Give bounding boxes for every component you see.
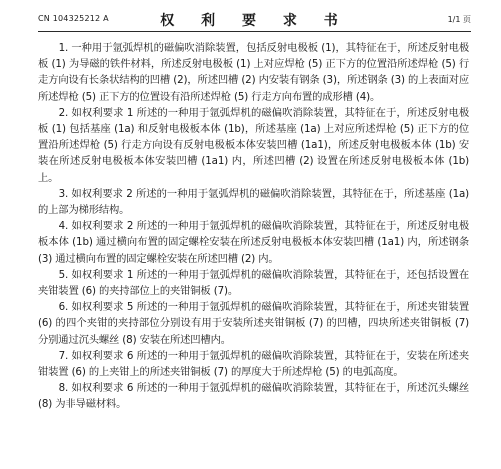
claim-paragraph: 6. 如权利要求 5 所述的一种用于氩弧焊机的磁偏吹消除装置，其特征在于，所述夹钳装置 (6) 的四个夹钳的夹持部位分别设有用于安装所述夹钳铜板 (7) 的凹槽，四块所述夹钳铜板 (7) 分别通过沉头螺丝 (8) 安装在所述凹槽内。 bbox=[38, 301, 469, 346]
claim-paragraph: 4. 如权利要求 2 所述的一种用于氩弧焊机的磁偏吹消除装置，其特征在于，所述反射电极板本体 (1b) 通过横向布置的固定螺栓安装在所述反射电极板本体安装凹槽 (1a1) 内，所述钢条 (3) 通过横向布置的固定螺栓安装在所述凹槽 (2) 内。 bbox=[38, 220, 469, 265]
page-title: 权 利 要 求 书 bbox=[160, 13, 349, 29]
document-number: CN 104325212 A bbox=[38, 14, 109, 23]
claim-paragraph: 1. 一种用于氩弧焊机的磁偏吹消除装置，包括反射电极板 (1)，其特征在于，所述反射电极板 (1) 为导磁的铁件材料，所述反射电极板 (1) 上对应焊枪 (5) 正下方的位置沿所述焊枪 (5) 行走方向设有长条状结构的凹槽 (2)，所述凹槽 (2) 内安装有钢条 (3)，所述钢条 (3) 的上表面对应所述焊枪 (5) 正下方的位置设有沿所述焊枪 (5) 行走方向布置的成形槽 (4)。 bbox=[38, 42, 469, 103]
claims-list bbox=[38, 40, 469, 413]
claim-paragraph: 8. 如权利要求 6 所述的一种用于氩弧焊机的磁偏吹消除装置，其特征在于，所述沉头螺丝 (8) 为非导磁材料。 bbox=[38, 382, 469, 411]
page-number: 1/1 页 bbox=[447, 15, 471, 24]
header-divider bbox=[38, 31, 471, 32]
page-header bbox=[38, 10, 471, 30]
claim-paragraph: 3. 如权利要求 2 所述的一种用于氩弧焊机的磁偏吹消除装置，其特征在于，所述基座 (1a) 的上部为梯形结构。 bbox=[38, 187, 469, 217]
claim-paragraph: 5. 如权利要求 1 所述的一种用于氩弧焊机的磁偏吹消除装置，其特征在于，还包括设置在夹钳装置 (6) 的夹持部位上的夹钳铜板 (7)。 bbox=[38, 268, 469, 298]
claim-paragraph: 7. 如权利要求 6 所述的一种用于氩弧焊机的磁偏吹消除装置，其特征在于，安装在所述夹钳装置 (6) 的上夹钳上的所述夹钳铜板 (7) 的厚度大于所述焊枪 (5) 的电弧高度。 bbox=[38, 349, 469, 379]
claim-paragraph: 2. 如权利要求 1 所述的一种用于氩弧焊机的磁偏吹消除装置，其特征在于，所述反射电极板 (1) 包括基座 (1a) 和反射电极板本体 (1b)，所述基座 (1a) 上对应所述焊枪 (5) 正下方的位置沿所述焊枪 (5) 行走方向设有反射电极板本体安装凹槽 (1a1)，所述反射电极板本体 (1b) 安装在所述反射电极板本体安装凹槽 (1a1) 内，所述凹槽 (2) 设置在所述反射电极板本体 (1b) 上。 bbox=[38, 106, 469, 184]
